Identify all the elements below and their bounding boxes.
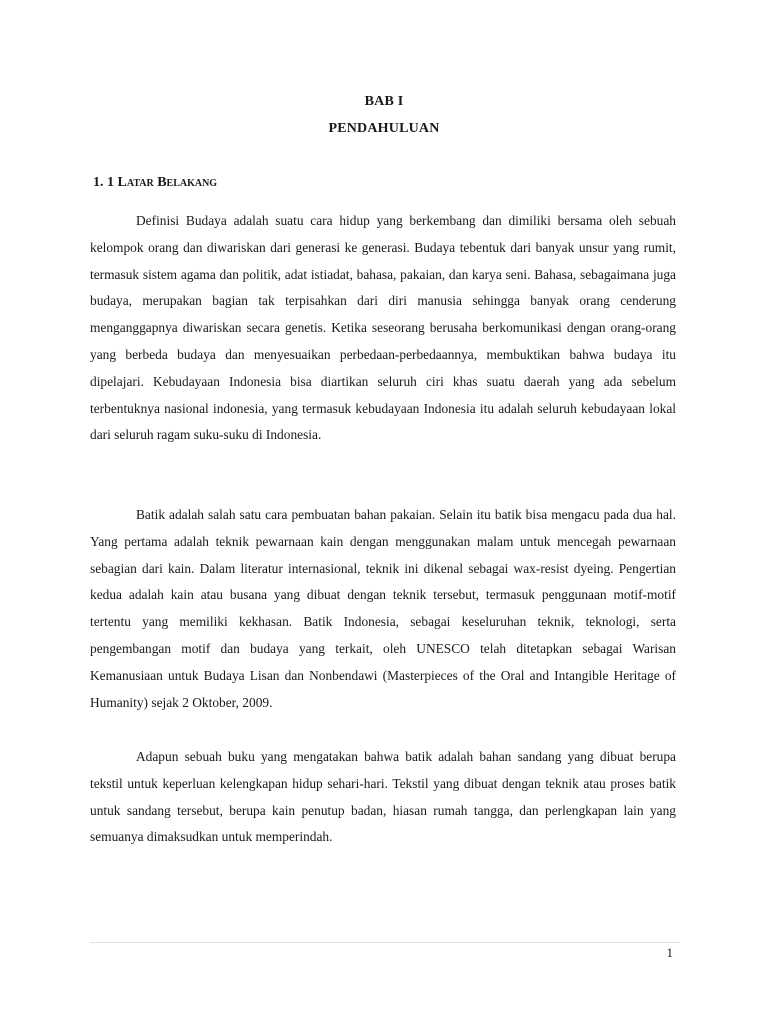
footer-divider bbox=[90, 942, 680, 943]
paragraph-batik: Batik adalah salah satu cara pembuatan bahan pakaian. Selain itu batik bisa mengacu pada dua hal. Yang pertama adalah teknik pewarnaan kain dengan menggunakan malam untuk mencegah pewarnaan sebagian dari kain. Dalam literatur internasional, teknik ini dikenal sebagai wax-resist dyeing. Pengertian kedua adalah kain atau busana yang dibuat dengan teknik tersebut, termasuk penggunaan motif-motif tertentu yang memiliki kekhasan. Batik Indonesia, sebagai keseluruhan teknik, teknologi, serta pengembangan motif dan budaya yang terkait, oleh UNESCO telah ditetapkan sebagai Warisan Kemanusiaan untuk Budaya Lisan dan Nonbendawi (Masterpieces of the Oral and Intangible Heritage of Humanity) sejak 2 Oktober, 2009. bbox=[90, 507, 676, 710]
chapter-number: BAB I bbox=[364, 94, 404, 109]
chapter-title: PENDAHULUAN bbox=[328, 121, 440, 136]
section-number: 1. 1 bbox=[93, 175, 114, 190]
paragraph-budaya: Definisi Budaya adalah suatu cara hidup yang berkembang dan dimiliki bersama oleh sebuah kelompok orang dan diwariskan dari generasi ke generasi. Budaya tebentuk dari banyak unsur yang rumit, termasuk sistem agama dan politik, adat istiadat, bahasa, pakaian, dan karya seni. Bahasa, sebagaimana juga budaya, merupakan bagian tak terpisahkan dari diri manusia sehingga banyak orang cenderung menganggapnya diwariskan secara genetis. Ketika seseorang berusaha berkomunikasi dengan orang-orang yang berbeda budaya dan menyesuaikan perbedaan-perbedaannya, membuktikan bahwa budaya itu dipelajari. Kebudayaan Indonesia bisa diartikan seluruh ciri khas suatu daerah yang ada sebelum terbentuknya nasional indonesia, yang termasuk kebudayaan Indonesia itu adalah seluruh kebudayaan lokal dari seluruh ragam suku-suku di Indonesia. bbox=[90, 213, 676, 443]
section-title: Latar Belakang bbox=[117, 175, 218, 190]
page-number: 1 bbox=[666, 945, 673, 960]
paragraph-sandang: Adapun sebuah buku yang mengatakan bahwa batik adalah bahan sandang yang dibuat berupa tekstil untuk keperluan kelengkapan hidup sehari-hari. Tekstil yang dibuat dengan teknik atau proses batik untuk sandang tersebut, berupa kain penutup badan, hiasan rumah tangga, dan perlengkapan lain yang semuanya dimaksudkan untuk memperindah. bbox=[90, 749, 676, 845]
section-heading bbox=[93, 175, 217, 191]
